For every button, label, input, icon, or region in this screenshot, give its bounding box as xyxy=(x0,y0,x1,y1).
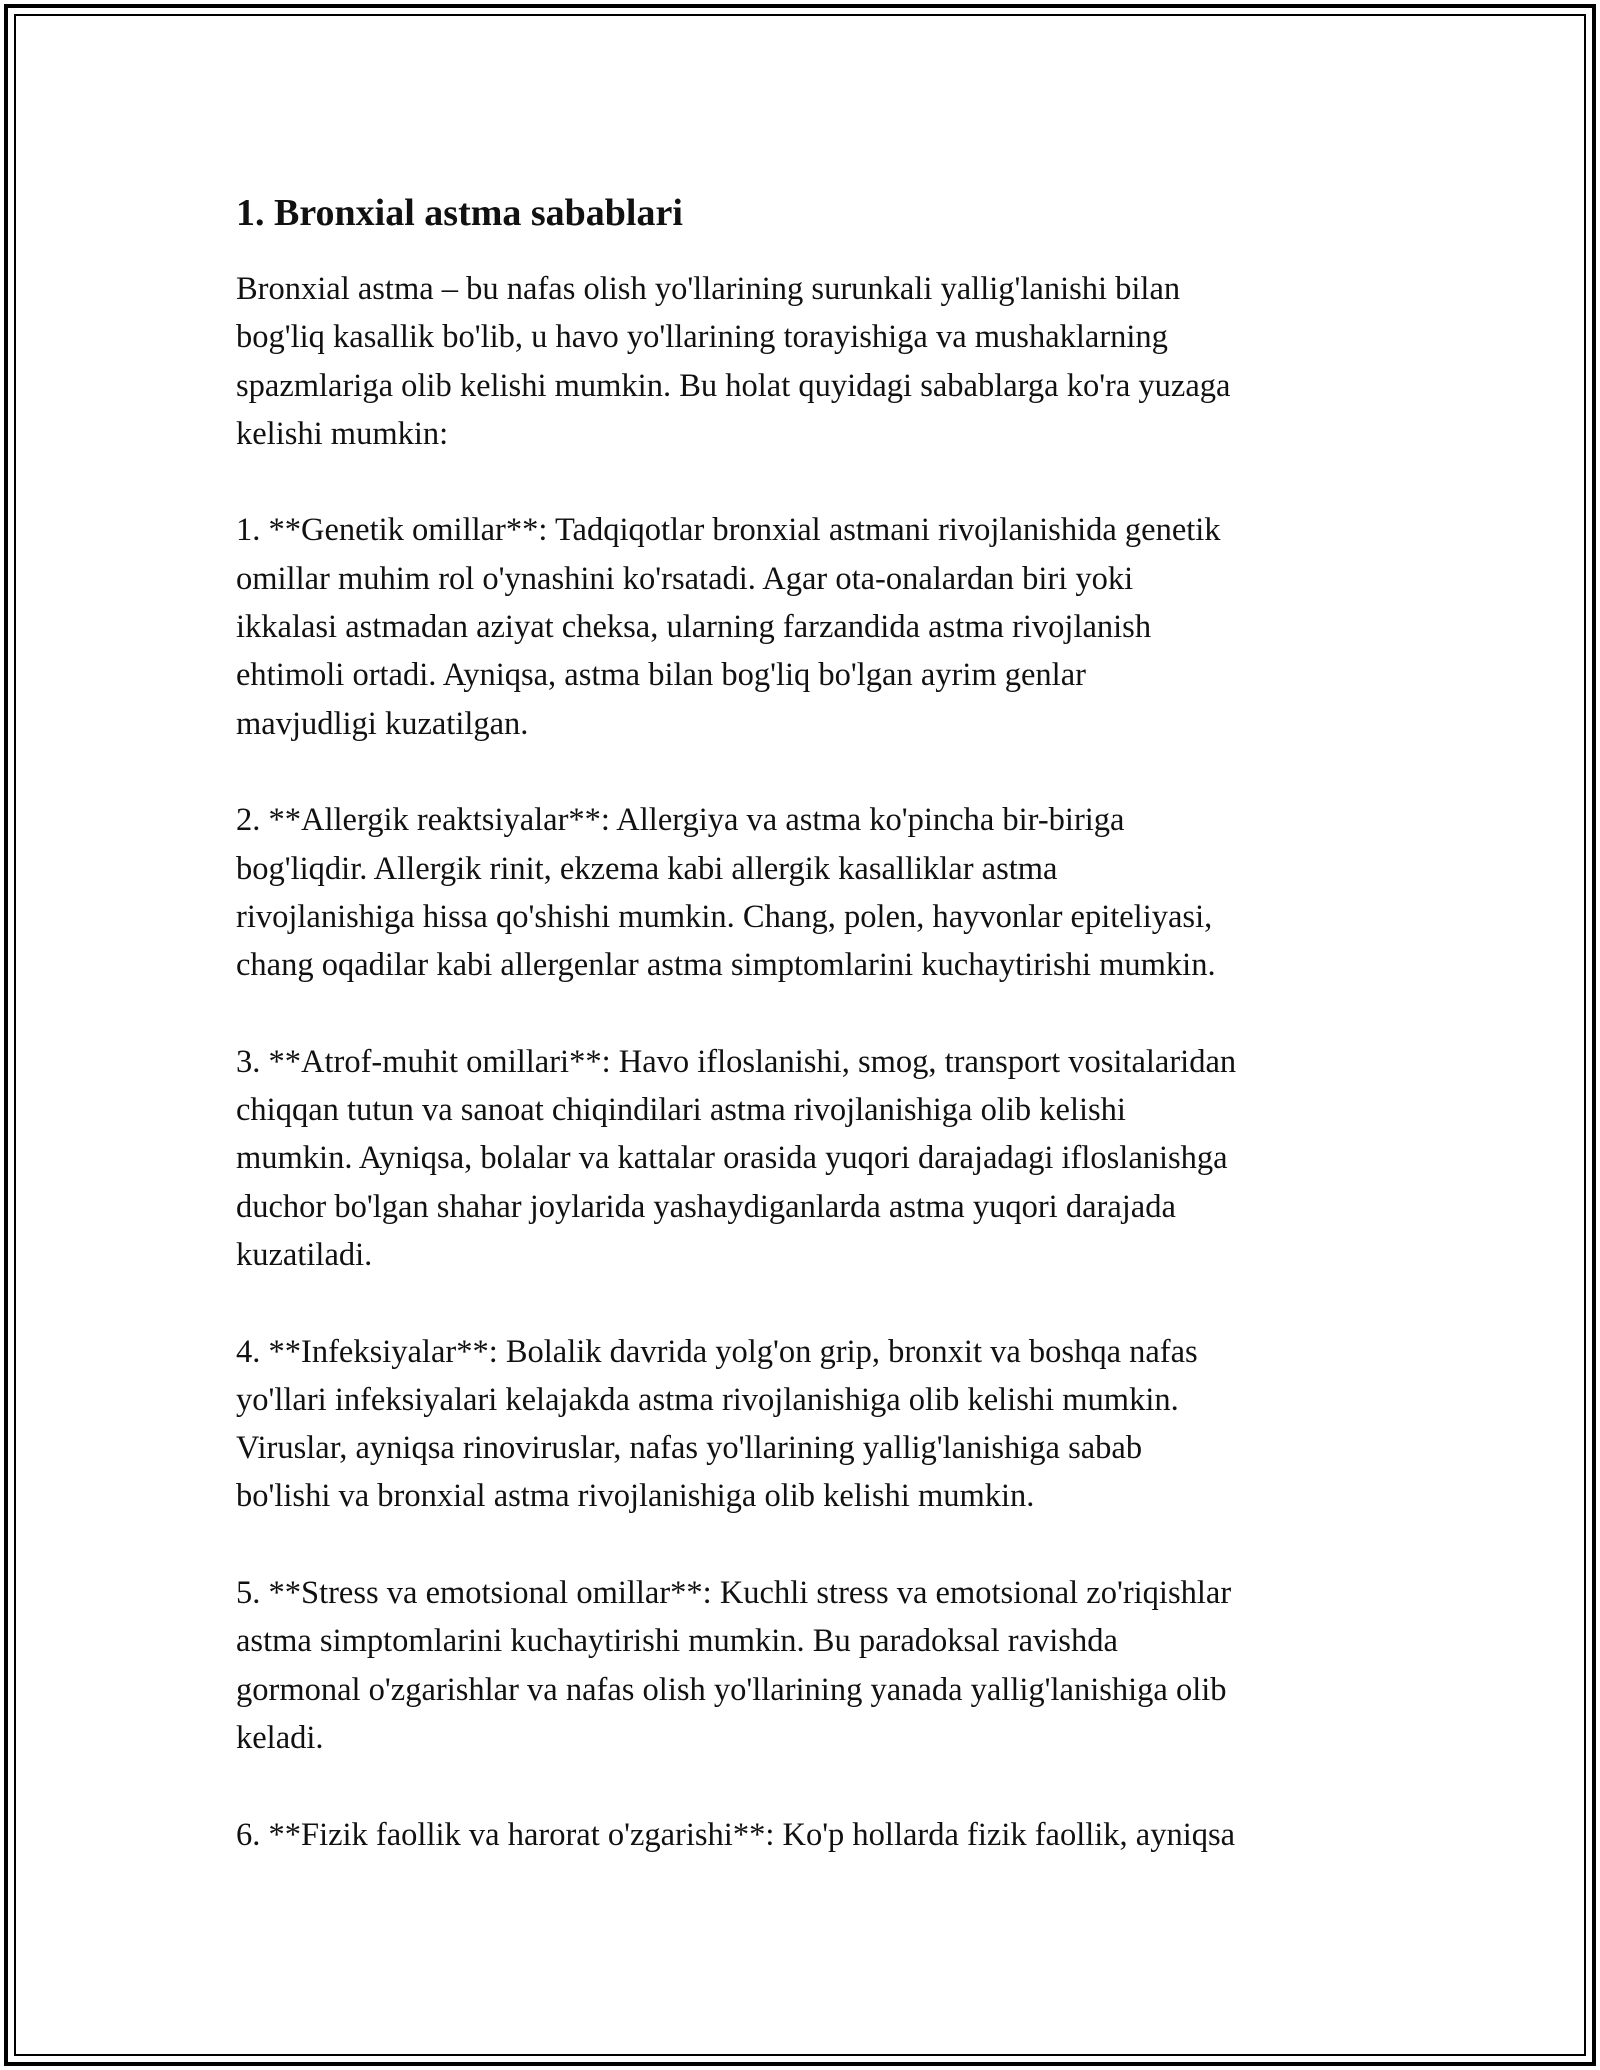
section-heading: 1. Bronxial astma sabablari xyxy=(236,192,683,234)
paragraph-intro xyxy=(236,265,1376,458)
document-body xyxy=(236,185,1376,1859)
paragraph-stress-factors xyxy=(236,1569,1376,1762)
paragraph-infections xyxy=(236,1328,1376,1521)
text-line: mumkin. Ayniqsa, bolalar va kattalar orasida yuqori darajadagi ifloslanishga xyxy=(236,1140,1228,1177)
text-line: ikkalasi astmadan aziyat cheksa, ularning farzandida astma rivojlanish xyxy=(236,609,1152,646)
text-line: 2. **Allergik reaktsiyalar**: Allergiya va astma ko'pincha bir-biriga xyxy=(236,802,1125,839)
text-line: keladi. xyxy=(236,1719,324,1756)
paragraph-spacer xyxy=(236,748,1376,796)
text-line: gormonal o'zgarishlar va nafas olish yo'llarining yanada yallig'lanishiga olib xyxy=(236,1671,1227,1708)
paragraph-physical-activity xyxy=(236,1811,1376,1859)
text-line: chiqqan tutun va sanoat chiqindilari astma rivojlanishiga olib kelishi xyxy=(236,1092,1126,1129)
text-line: 3. **Atrof-muhit omillari**: Havo ifloslanishi, smog, transport vositalaridan xyxy=(236,1043,1237,1080)
paragraph-allergic-reactions xyxy=(236,796,1376,989)
paragraph-spacer xyxy=(236,1521,1376,1569)
paragraph-environmental-factors xyxy=(236,1038,1376,1279)
text-line: 5. **Stress va emotsional omillar**: Kuchli stress va emotsional zo'riqishlar xyxy=(236,1575,1232,1612)
paragraph-genetic-factors xyxy=(236,506,1376,747)
text-line: Bronxial astma – bu nafas olish yo'llarining surunkali yallig'lanishi bilan xyxy=(236,271,1181,307)
text-line: chang oqadilar kabi allergenlar astma simptomlarini kuchaytirishi mumkin. xyxy=(236,947,1216,984)
text-line: bog'liq kasallik bo'lib, u havo yo'llarining torayishiga va mushaklarning xyxy=(236,319,1168,356)
text-line: bo'lishi va bronxial astma rivojlanishiga olib kelishi mumkin. xyxy=(236,1478,1035,1515)
text-line: 4. **Infeksiyalar**: Bolalik davrida yolg'on grip, bronxit va boshqa nafas xyxy=(236,1333,1198,1370)
paragraph-spacer xyxy=(236,1762,1376,1810)
text-line: Viruslar, ayniqsa rinoviruslar, nafas yo'llarining yallig'lanishiga sabab xyxy=(236,1430,1143,1467)
paragraph-spacer xyxy=(236,1279,1376,1327)
text-line: omillar muhim rol o'ynashini ko'rsatadi. Agar ota-onalardan biri yoki xyxy=(236,560,1134,597)
text-line: kelishi mumkin: xyxy=(236,415,449,452)
paragraph-spacer xyxy=(236,989,1376,1037)
text-line: duchor bo'lgan shahar joylarida yashaydiganlarda astma yuqori darajada xyxy=(236,1188,1176,1225)
text-line: ehtimoli ortadi. Ayniqsa, astma bilan bog'liq bo'lgan ayrim genlar xyxy=(236,657,1086,694)
text-line: 1. **Genetik omillar**: Tadqiqotlar bronxial astmani rivojlanishida genetik xyxy=(236,512,1221,549)
text-line: spazmlariga olib kelishi mumkin. Bu holat quyidagi sabablarga ko'ra yuzaga xyxy=(236,367,1231,404)
text-line: astma simptomlarini kuchaytirishi mumkin. Bu paradoksal ravishda xyxy=(236,1623,1118,1660)
text-line: yo'llari infeksiyalari kelajakda astma rivojlanishiga olib kelishi mumkin. xyxy=(236,1381,1179,1418)
text-line: kuzatiladi. xyxy=(236,1236,373,1273)
text-line: mavjudligi kuzatilgan. xyxy=(236,705,529,742)
paragraph-spacer xyxy=(236,458,1376,506)
text-line: 6. **Fizik faollik va harorat o'zgarishi**: Ko'p hollarda fizik faollik, ayniqsa xyxy=(236,1816,1236,1853)
text-line: bog'liqdir. Allergik rinit, ekzema kabi allergik kasalliklar astma xyxy=(236,850,1058,887)
text-line: rivojlanishiga hissa qo'shishi mumkin. Chang, polen, hayvonlar epiteliyasi, xyxy=(236,898,1213,935)
